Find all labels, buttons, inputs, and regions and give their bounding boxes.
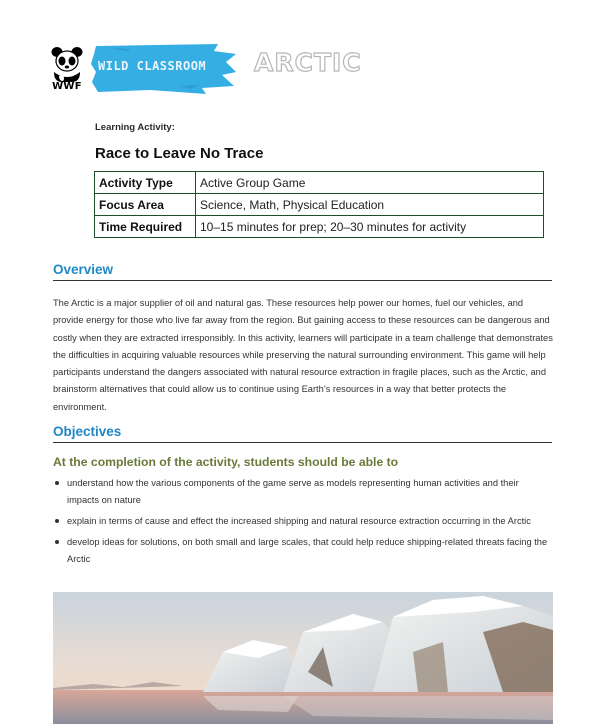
activity-type-value: Active Group Game — [196, 172, 544, 194]
learning-activity-label: Learning Activity: — [95, 122, 175, 133]
objectives-subheading: At the completion of the activity, students should be able to — [53, 455, 399, 469]
list-item: explain in terms of cause and effect the increased shipping and natural resource extraction occurring in the Arctic — [53, 513, 553, 530]
table-row — [95, 172, 544, 194]
list-item: develop ideas for solutions, on both small and large scales, that could help reduce shipping-related threats facing the Arctic — [53, 534, 553, 568]
banner-title: WILD CLASSROOM — [98, 59, 207, 73]
wwf-wordmark: WWF — [52, 81, 82, 92]
time-required-label: Time Required — [95, 216, 196, 238]
unit-title: ARCTIC — [254, 48, 362, 77]
table-row — [95, 194, 544, 216]
activity-type-label: Activity Type — [95, 172, 196, 194]
wild-classroom-banner — [90, 42, 238, 94]
objectives-list — [53, 475, 553, 572]
overview-heading: Overview — [53, 262, 552, 281]
panda-icon — [50, 46, 84, 82]
objectives-heading: Objectives — [53, 424, 552, 443]
activity-title: Race to Leave No Trace — [95, 145, 264, 162]
focus-area-label: Focus Area — [95, 194, 196, 216]
overview-paragraph: The Arctic is a major supplier of oil and natural gas. These resources help power our homes, fuel our vehicles, and provide energy for those who live far away from the region. But gaining access to these resources can be dangerous and costly when they are extracted irresponsibly. In this activity, learners will participate in a team challenge that demonstrates the difficulties in acquiring valuable resources while preserving the natural surrounding environment. This game will help participants understand the dangers associated with natural resource extraction in fragile places, such as the Arctic, and brainstorm alternatives that could allow us to continue using Earth’s resources in a way that better protects the environment. — [53, 298, 553, 412]
focus-area-value: Science, Math, Physical Education — [196, 194, 544, 216]
arctic-iceberg-photo — [53, 592, 553, 724]
time-required-value: 10–15 minutes for prep; 20–30 minutes for activity — [196, 216, 544, 238]
activity-info-table — [94, 171, 544, 238]
wwf-panda-logo — [50, 46, 84, 96]
list-item: understand how the various components of the game serve as models representing human activities and their impacts on nature — [53, 475, 553, 509]
table-row — [95, 216, 544, 238]
